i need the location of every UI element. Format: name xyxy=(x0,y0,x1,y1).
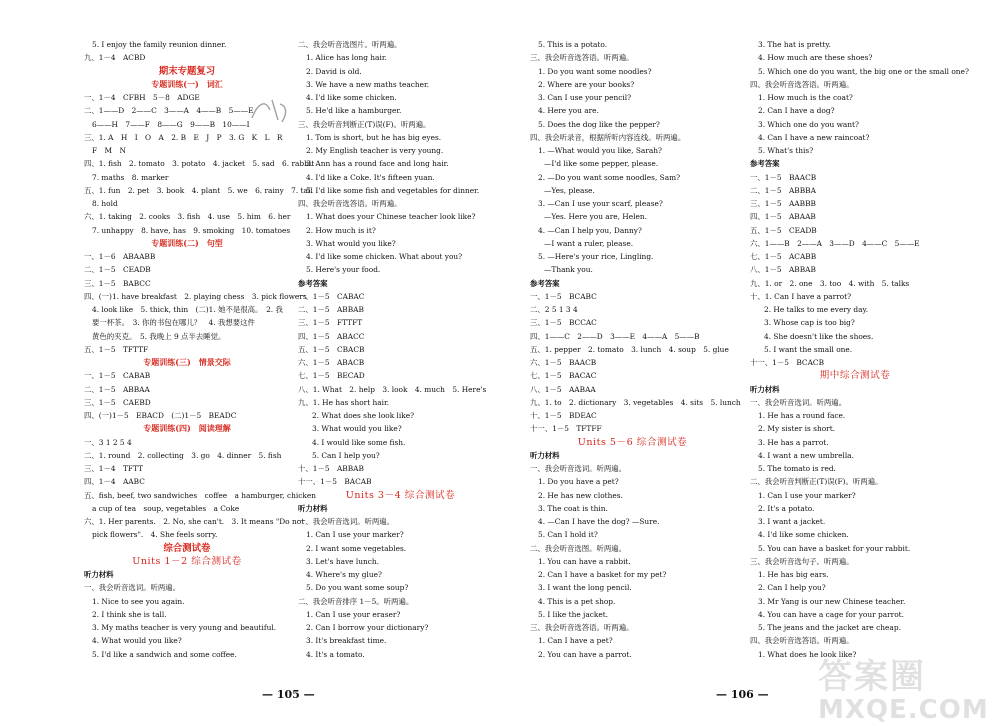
answer-line: 三、1－5 FTTFT xyxy=(298,318,363,328)
answer-line: 5. This is a potato. xyxy=(538,40,608,49)
answer-line: 四、我会听音选答语。听两遍。 xyxy=(750,636,854,646)
answer-line: pick flowers". 4. She feels sorry. xyxy=(92,530,218,540)
answer-line: 九、1. to 2. dictionary 3. vegetables 4. sits 5. lunch xyxy=(530,397,741,407)
answer-line: 5. I'd like a sandwich and some coffee. xyxy=(92,649,237,659)
answer-line: 一、1－5 CABAB xyxy=(84,371,151,381)
answer-line: 2. I think she is tall. xyxy=(92,609,167,619)
answer-line: 3. I want a jacket. xyxy=(758,517,826,526)
answer-line: F M N xyxy=(92,146,126,155)
answer-line: 六、1－5 ABACB xyxy=(298,358,365,367)
answer-line: 4. look like 5. thick, thin (二)1. 她不是很高。 2. 我 xyxy=(92,305,283,314)
answer-line: 二、1. round 2. collecting 3. go 4. dinner 5. fish xyxy=(84,450,282,460)
answer-line: 1. You can have a rabbit. xyxy=(538,556,631,566)
answer-line: 5. Which one do you want, the big one or the small one? xyxy=(758,66,969,76)
answer-line: 二、1－5 CEADB xyxy=(84,265,151,275)
answer-line: 十、1－5 ABBAB xyxy=(298,464,364,473)
subsection-label: 参考答案 xyxy=(298,278,328,288)
answer-line: 2. Can I borrow your dictionary? xyxy=(306,623,429,632)
answer-line: 一、3 1 2 5 4 xyxy=(84,437,132,447)
answer-line: 3. Mr Yang is our new Chinese teacher. xyxy=(758,596,906,606)
test-title: Units 1－2 综合测试卷 xyxy=(132,555,242,567)
answer-line: 5. I'd like some fish and vegetables for dinner. xyxy=(306,185,480,195)
answer-line: 一、1－5 BCABC xyxy=(530,291,597,301)
topic-heading: 专题训练(四) 阅读理解 xyxy=(143,423,231,434)
answer-line: 1. What does he look like? xyxy=(758,649,857,659)
answer-line: 二、1－5 ABBBA xyxy=(750,185,816,195)
answer-line: 4. You can have a cage for your parrot. xyxy=(758,609,904,619)
answer-line: 1. Alice has long hair. xyxy=(306,53,387,63)
answer-line: 一、我会听音选词。听两遍。 xyxy=(750,397,847,407)
answer-line: 四、我会听音选答语。听两遍。 xyxy=(750,79,854,89)
answer-line: 七、1－5 BECAD xyxy=(298,371,365,381)
answer-line: 五、1－5 CBACB xyxy=(298,344,365,354)
answer-line: 2. You can have a parrot. xyxy=(538,649,632,659)
answer-line: 二、1－5 ABBAA xyxy=(84,384,150,394)
answer-line: 3. Which one do you want? xyxy=(758,119,859,129)
answer-line: 4. I'd like some chicken. xyxy=(306,93,397,102)
answer-line: 一、1－4 CFBH 5－8 ADGE xyxy=(84,93,200,102)
test-title: Units 3－4 综合测试卷 xyxy=(345,489,456,501)
answer-line: 1. —What would you like, Sarah? xyxy=(538,146,662,155)
answer-line: 二、我会听音选图片。听两遍。 xyxy=(298,40,402,49)
answer-line: 3. Can I use your pencil? xyxy=(538,93,632,102)
answer-line: 五、1. pepper 2. tomato 3. lunch 4. soup 5. glue xyxy=(530,344,729,354)
subsection-label: 听力材料 xyxy=(530,450,560,460)
answer-line: 十一、1－5 BCACB xyxy=(750,358,825,367)
answer-line: 四、1－5 ABAAB xyxy=(750,212,816,222)
answer-line: 7. maths 8. marker xyxy=(92,172,169,182)
answer-line: 5. He'd like a hamburger. xyxy=(306,106,402,116)
answer-line: 六、1－5 BAACB xyxy=(530,358,597,367)
answer-line: 2. —Do you want some noodles, Sam? xyxy=(538,172,681,182)
answer-line: 2. Where are your books? xyxy=(538,79,635,89)
pencil-scribble xyxy=(248,96,292,126)
answer-line: 四、我会听录音，根据所听内容连线。听两遍。 xyxy=(530,132,686,142)
subsection-label: 听力材料 xyxy=(298,503,328,513)
answer-line: 2. David is old. xyxy=(306,66,362,76)
answer-line: 4. She doesn't like the shoes. xyxy=(764,331,874,341)
answer-line: 三、我会听音选句子。听两遍。 xyxy=(750,556,854,566)
answer-line: 四、1. fish 2. tomato 3. potato 4. jacket 5. sad 6. rabbit xyxy=(84,159,315,169)
answer-line: 5. Can I help you? xyxy=(312,450,380,460)
answer-line: 2. How much is it? xyxy=(306,225,376,235)
answer-line: 四、(一)1. have breakfast 2. playing chess 3. pick flowers xyxy=(84,291,307,301)
answer-line: 九、1. or 2. one 3. too 4. with 5. talks xyxy=(750,278,910,288)
answer-line: 4. —Can I help you, Danny? xyxy=(538,225,642,235)
answer-line: 3. Ann has a round face and long hair. xyxy=(306,159,449,169)
answer-line: —Yes, please. xyxy=(544,185,595,195)
answer-line: 二、我会听音排序 1－5。听两遍。 xyxy=(298,596,414,606)
answer-line: 4. —Can I have the dog? —Sure. xyxy=(538,517,660,526)
answer-line: 五、1. fun 2. pet 3. book 4. plant 5. we 6. rainy 7. tall xyxy=(84,185,313,195)
answer-line: 8. hold xyxy=(92,199,118,208)
subsection-label: 听力材料 xyxy=(750,384,780,394)
section-title: 期末专题复习 xyxy=(158,65,216,77)
answer-line: 3. My maths teacher is very young and beautiful. xyxy=(92,623,277,632)
answer-line: 5. Can I hold it? xyxy=(538,530,598,540)
answer-line: 1. Can I use your marker? xyxy=(758,490,856,500)
answer-line: 九、1. He has short hair. xyxy=(298,397,390,407)
answer-line: 四、我会听音选答语。听两遍。 xyxy=(298,199,402,208)
answer-line: 十、1. Can I have a parrot? xyxy=(750,291,852,301)
answer-line: 要一杯茶。 3. 你的书包在哪儿？ 4. 我想要这件 xyxy=(92,318,255,328)
answer-line: 5. You can have a basket for your rabbit. xyxy=(758,543,911,553)
answer-line: 4. Where's my glue? xyxy=(306,570,382,579)
answer-line: 1. Do you want some noodles? xyxy=(538,66,652,76)
answer-line: 3. The coat is thin. xyxy=(538,503,608,513)
answer-line: 5. I want the small one. xyxy=(764,344,853,354)
answer-line: 2. Can I help you? xyxy=(758,583,826,593)
answer-line: 八、1. What 2. help 3. look 4. much 5. Here's xyxy=(298,384,487,394)
answer-line: 4. How much are these shoes? xyxy=(758,53,873,63)
answer-line: 六、1. Her parents. 2. No, she can't. 3. It means "Do not xyxy=(84,517,305,526)
answer-line: 5. What's this? xyxy=(758,146,814,155)
subsection-label: 参考答案 xyxy=(530,278,560,288)
answer-line: 三、1－5 AABBB xyxy=(750,199,816,208)
answer-line: 五、1－5 TFTTF xyxy=(84,344,149,354)
answer-line: 一、我会听音选词。听两遍。 xyxy=(530,464,627,473)
answer-line: 三、1－5 BABCC xyxy=(84,278,151,288)
answer-line: 六、1——B 2——A 3——D 4——C 5——E xyxy=(750,238,920,248)
answer-line: 二、1——D 2——C 3——A 4——B 5——E xyxy=(84,106,254,116)
answer-line: 3. What would you like? xyxy=(306,238,396,248)
answer-line: 5. Here's your food. xyxy=(306,265,381,275)
answer-line: 1. Do you have a pet? xyxy=(538,477,619,487)
answer-line: 五、fish, beef, two sandwiches coffee a hamburger, chicken xyxy=(84,490,317,500)
test-title: 期中综合测试卷 xyxy=(819,370,891,382)
topic-heading: 专题训练(三) 情景交际 xyxy=(143,357,231,367)
answer-line: 1. Can I have a pet? xyxy=(538,636,613,646)
answer-line: 3. The hat is pretty. xyxy=(758,40,831,49)
answer-line: 二、2 5 1 3 4 xyxy=(530,305,578,314)
answer-line: 八、1－5 ABBAB xyxy=(750,265,816,275)
answer-line: 一、我会听音选词。听两遍。 xyxy=(84,583,181,593)
page-number-left: — 105 — xyxy=(262,688,315,701)
column-4 xyxy=(750,38,969,661)
answer-line: 4. I'd like some chicken. What about you? xyxy=(306,252,463,261)
answer-line: 1. How much is the coat? xyxy=(758,93,853,102)
section-title: 综合测试卷 xyxy=(163,542,211,554)
answer-line: 三、我会听音选答语。听两遍。 xyxy=(530,53,634,63)
answer-line: 4. I'd like a Coke. It's fifteen yuan. xyxy=(306,172,435,182)
answer-line: 5. I like the jacket. xyxy=(538,609,609,619)
answer-line: 3. I want the long pencil. xyxy=(538,583,632,593)
answer-line: 四、1－5 ABACC xyxy=(298,331,365,341)
answer-line: 3. He has a parrot. xyxy=(758,437,829,447)
answer-line: 2. He talks to me every day. xyxy=(764,305,869,314)
answer-line: 一、1－5 CABAC xyxy=(298,291,365,301)
watermark-top: 答案圈 xyxy=(818,657,926,697)
answer-line: 3. —Can I use your scarf, please? xyxy=(538,199,663,208)
column-2 xyxy=(298,38,503,661)
answer-line: 2. I want some vegetables. xyxy=(306,543,407,553)
answer-line: 一、1－6 ABAABB xyxy=(84,252,156,261)
answer-line: 4. I would like some fish. xyxy=(312,437,406,447)
answer-line: —I'd like some pepper, please. xyxy=(544,159,659,169)
answer-line: 1. Can I use your eraser? xyxy=(306,609,401,619)
answer-line: 2. My sister is short. xyxy=(758,424,836,434)
watermark-logo xyxy=(818,657,989,725)
answer-line: 三、1. A H I O A 2. B E J P 3. G K L R xyxy=(84,132,283,142)
answer-line: 二、我会听音选图。听两遍。 xyxy=(530,543,627,553)
answer-line: —Yes. Here you are, Helen. xyxy=(544,212,647,222)
answer-line: 二、我会听音判断正(T)误(F)。听两遍。 xyxy=(750,477,883,487)
answer-line: 四、(一)1－5 EBACD (二)1－5 BEADC xyxy=(84,411,237,420)
answer-line: 五、1－5 CEADB xyxy=(750,225,817,235)
answer-line: 1. What does your Chinese teacher look like? xyxy=(306,212,476,222)
answer-line: 二、1－5 ABBAB xyxy=(298,305,364,314)
topic-heading: 专题训练(二) 句型 xyxy=(151,237,223,248)
answer-line: 黄色的夹克。 5. 我晚上 9 点半去睡觉。 xyxy=(92,331,226,341)
answer-line: 2. It's a potato. xyxy=(758,503,815,513)
answer-line: —Thank you. xyxy=(544,265,593,275)
answer-line: 6——H 7——F 8——G 9——B 10——I xyxy=(92,119,250,129)
answer-line: 2. Can I have a basket for my pet? xyxy=(538,570,667,579)
answer-line: 1. Tom is short, but he has big eyes. xyxy=(306,132,442,142)
answer-line: 3. What would you like? xyxy=(312,424,402,434)
answer-line: 2. He has new clothes. xyxy=(538,490,623,500)
answer-line: 5. Does the dog like the pepper? xyxy=(538,119,660,129)
answer-line: 十一、1－5 BACAB xyxy=(298,477,372,487)
answer-line: 九、1－4 ACBD xyxy=(84,53,146,63)
answer-line: 1. Can I use your marker? xyxy=(306,530,404,540)
answer-line: 2. What does she look like? xyxy=(312,411,415,420)
answer-line: 4. This is a pet shop. xyxy=(538,596,616,606)
answer-line: 5. I enjoy the family reunion dinner. xyxy=(92,40,227,49)
watermark-bottom: MXQE.COM xyxy=(818,695,989,725)
answer-line: 5. The jeans and the jacket are cheap. xyxy=(758,623,901,632)
answer-line: 3. It's breakfast time. xyxy=(306,636,387,646)
answer-line: 3. We have a new maths teacher. xyxy=(306,79,430,89)
topic-heading: 专题训练(一) 词汇 xyxy=(151,78,223,89)
answer-line: 4. What would you like? xyxy=(92,636,182,646)
answer-line: 三、1－4 TFTT xyxy=(84,464,144,473)
answer-line: a cup of tea soup, vegetables a Coke xyxy=(92,503,240,513)
answer-line: 四、1－4 AABC xyxy=(84,477,145,487)
answer-line: 六、1. taking 2. cooks 3. fish 4. use 5. him 6. her xyxy=(84,212,291,222)
answer-line: 1. Nice to see you again. xyxy=(92,596,185,606)
answer-line: 1. He has big ears. xyxy=(758,570,829,579)
answer-line: 十一、1－5 TFTFF xyxy=(530,424,602,434)
answer-line: 5. Do you want some soup? xyxy=(306,583,409,593)
answer-line: 4. Can I have a new raincoat? xyxy=(758,132,870,142)
answer-line: 三、我会听音选答语。听两遍。 xyxy=(530,623,634,632)
column-3 xyxy=(530,38,741,661)
page-number-right: — 106 — xyxy=(716,688,769,701)
answer-line: 5. —Here's your rice, Lingling. xyxy=(538,252,654,261)
answer-line: —I want a ruler, please. xyxy=(544,238,634,248)
subsection-label: 参考答案 xyxy=(750,159,780,169)
test-title: Units 5－6 综合测试卷 xyxy=(577,436,688,448)
answer-line: 三、我会听音判断正(T)误(F)。听两遍。 xyxy=(298,119,431,129)
answer-line: 七、1－5 ACABB xyxy=(750,252,817,261)
answer-line: 十、1－5 BDEAC xyxy=(530,411,597,420)
answer-line: 三、1－5 BCCAC xyxy=(530,318,597,328)
answer-line: 三、1－5 CAEBD xyxy=(84,397,151,407)
answer-line: 4. I'd like some chicken. xyxy=(758,530,849,540)
answer-line: 四、1——C 2——D 3——E 4——A 5——B xyxy=(530,331,700,341)
answer-line: 3. Let's have lunch. xyxy=(306,556,380,566)
answer-line: 5. The tomato is red. xyxy=(758,464,836,473)
answer-line: 4. Here you are. xyxy=(538,106,599,116)
answer-line: 一、我会听音选词。听两遍。 xyxy=(298,517,395,526)
answer-line: 一、1－5 BAACB xyxy=(750,172,817,182)
answer-line: 2. My English teacher is very young. xyxy=(306,146,444,155)
answer-line: 7. unhappy 8. have, has 9. smoking 10. tomatoes xyxy=(92,225,291,235)
answer-line: 八、1－5 AABAA xyxy=(530,384,596,394)
answer-line: 1. He has a round face. xyxy=(758,411,846,420)
answer-line: 3. Whose cap is too big? xyxy=(764,318,855,328)
answer-line: 4. It's a tomato. xyxy=(306,649,365,659)
answer-line: 2. Can I have a dog? xyxy=(758,106,835,116)
answer-line: 4. I want a new umbrella. xyxy=(758,450,854,460)
answer-line: 七、1－5 BACAC xyxy=(530,371,597,381)
subsection-label: 听力材料 xyxy=(84,570,114,579)
